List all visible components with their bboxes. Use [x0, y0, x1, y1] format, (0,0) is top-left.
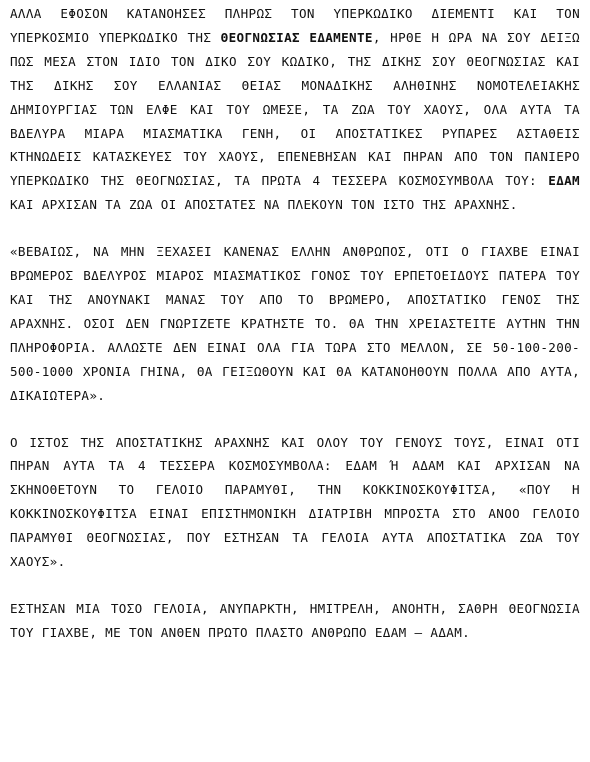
paragraph-1-text-c: ΚΑΙ ΑΡΧΙΣΑΝ ΤΑ ΖΩΑ ΟΙ ΑΠΟΣΤΑΤΕΣ ΝΑ ΠΛΕΚΟΥΝ ΤΟΝ ΙΣΤΟ ΤΗΣ ΑΡΑΧΝΗΣ.	[10, 197, 518, 213]
paragraph-2: «ΒΕΒΑΙΩΣ, ΝΑ ΜΗΝ ΞΕΧΑΣΕΙ ΚΑΝΕΝΑΣ ΕΛΛΗΝ ΑΝΘΡΩΠΟΣ, ΟΤΙ Ο ΓΙΑΧΒΕ ΕΙΝΑΙ ΒΡΩΜΕΡΟΣ ΒΔΕΛΥΡΟΣ ΜΙΑΡΟΣ ΜΙΑΣΜΑΤΙΚΟΣ ΓΟΝΟΣ ΤΟΥ ΕΡΠΕΤΟΕΙΔΟΥΣ ΠΑΤΕΡΑ ΤΟΥ ΚΑΙ ΤΗΣ ΑΝΟΥΝΑΚΙ ΜΑΝΑΣ ΤΟΥ ΑΠΟ ΤΟ ΒΡΩΜΕΡΟ, ΑΠΟΣΤΑΤΙΚΟ ΓΕΝΟΣ ΤΗΣ ΑΡΑΧΝΗΣ. ΟΣΟΙ ΔΕΝ ΓΝΩΡΙΖΕΤΕ ΚΡΑΤΗΣΤΕ ΤΟ. ΘΑ ΤΗΝ ΧΡΕΙΑΣΤΕΙΤΕ ΑΥΤΗΝ ΤΗΝ ΠΛΗΡΟΦΟΡΙΑ. ΑΛΛΩΣΤΕ ΔΕΝ ΕΙΝΑΙ ΟΛΑ ΓΙΑ ΤΩΡΑ ΣΤΟ ΜΕΛΛΟΝ, ΣΕ 50-100-200-500-1000 ΧΡΟΝΙΑ ΓΗΙΝΑ, ΘΑ ΓΕΙΞΩΘΟΥΝ ΚΑΙ ΘΑ ΚΑΤΑΝΟΗΘΟΥΝ ΠΟΛΛΑ ΑΠΟ ΑΥΤΑ, ΔΙΚΑΙΩΤΕΡΑ».	[10, 244, 580, 403]
bold-term-edam: ΕΔΑΜ	[548, 173, 580, 189]
paragraph-4: ΕΣΤΗΣΑΝ ΜΙΑ ΤΟΣΟ ΓΕΛΟΙΑ, ΑΝΥΠΑΡΚΤΗ, ΗΜΙΤΡΕΛΗ, ΑΝΟΗΤΗ, ΣΑΘΡΗ ΘΕΟΓΝΩΣΙΑ ΤΟΥ ΓΙΑΧΒΕ, ΜΕ ΤΟΝ ΑΝΘΕΝ ΠΡΩΤΟ ΠΛΑΣΤΟ ΑΝΘΡΩΠΟ ΕΔΑΜ – ΑΔΑΜ.	[10, 600, 580, 640]
paragraph-1	[10, 2, 580, 217]
paragraph-3: Ο ΙΣΤΟΣ ΤΗΣ ΑΠΟΣΤΑΤΙΚΗΣ ΑΡΑΧΝΗΣ ΚΑΙ ΟΛΟΥ ΤΟΥ ΓΕΝΟΥΣ ΤΟΥΣ, ΕΙΝΑΙ ΟΤΙ ΠΗΡΑΝ ΑΥΤΑ ΤΑ 4 ΤΕΣΣΕΡΑ ΚΟΣΜΟΣΥΜΒΟΛΑ: ΕΔΑΜ Ή ΑΔΑΜ ΚΑΙ ΑΡΧΙΣΑΝ ΝΑ ΣΚΗΝΟΘΕΤΟΥΝ ΤΟ ΓΕΛΟΙΟ ΠΑΡΑΜΥΘΙ, ΤΗΝ ΚΟΚΚΙΝΟΣΚΟΥΦΙΤΣΑ, «ΠΟΥ Η ΚΟΚΚΙΝΟΣΚΟΥΦΙΤΣΑ ΕΙΝΑΙ ΕΠΙΣΤΗΜΟΝΙΚΗ ΔΙΑΤΡΙΒΗ ΜΠΡΟΣΤΑ ΣΤΟ ΑΝΟΟ ΓΕΛΟΙΟ ΠΑΡΑΜΥΘΙ ΘΕΟΓΝΩΣΙΑΣ, ΠΟΥ ΕΣΤΗΣΑΝ ΤΑ ΓΕΛΟΙΑ ΑΥΤΑ ΑΠΟΣΤΑΤΙΚΑ ΖΩΑ ΤΟΥ ΧΑΟΥΣ».	[10, 434, 580, 570]
bold-term-theognosia-edamente: ΘΕΟΓΝΩΣΙΑΣ ΕΔΑΜΕΝΤΕ	[220, 29, 373, 45]
paragraph-1-text-a: ΑΛΛΑ ΕΦΟΣΟΝ ΚΑΤΑΝΟΗΣΕΣ ΠΛΗΡΩΣ ΤΟΝ ΥΠΕΡΚΩΔΙΚΟ ΔΙΕΜΕΝΤΙ ΚΑΙ ΤΟΝ ΥΠΕΡΚΟΣΜΙΟ ΥΠΕΡΚΩΔΙΚΟ ΤΗΣ	[10, 6, 580, 45]
paragraph-1-text-b: , ΗΡΘΕ Η ΩΡΑ ΝΑ ΣΟΥ ΔΕΙΞΩ ΠΩΣ ΜΕΣΑ ΣΤΟΝ ΙΔΙΟ ΤΟΝ ΔΙΚΟ ΣΟΥ ΚΩΔΙΚΟ, ΤΗΣ ΔΙΚΗΣ ΣΟΥ ΘΕΟΓΝΩΣΙΑΣ ΚΑΙ ΤΗΣ ΔΙΚΗΣ ΣΟΥ ΕΛΛΑΝΙΑΣ ΘΕΙΑΣ ΜΟΝΑΔΙΚΗΣ ΑΛΗΘΙΝΗΣ ΝΟΜΟΤΕΛΕΙΑΚΗΣ ΔΗΜΙΟΥΡΓΙΑΣ ΤΩΝ ΕΛΦΕ ΚΑΙ ΤΟΥ ΩΜΕΣΕ, ΤΑ ΖΩΑ ΤΟΥ ΧΑΟΥΣ, ΟΛΑ ΑΥΤΑ ΤΑ ΒΔΕΛΥΡΑ ΜΙΑΡΑ ΜΙΑΣΜΑΤΙΚΑ ΓΕΝΗ, ΟΙ ΑΠΟΣΤΑΤΙΚΕΣ ΡΥΠΑΡΕΣ ΑΣΤΑΘΕΙΣ ΚΤΗΝΩΔΕΙΣ ΚΑΤΑΣΚΕΥΕΣ ΤΟΥ ΧΑΟΥΣ, ΕΠΕΝΕΒΗΣΑΝ ΚΑΙ ΠΗΡΑΝ ΑΠΟ ΤΟΝ ΠΑΝΙΕΡΟ ΥΠΕΡΚΩΔΙΚΟ ΤΗΣ ΘΕΟΓΝΩΣΙΑΣ, ΤΑ ΠΡΩΤΑ 4 ΤΕΣΣΕΡΑ ΚΟΣΜΟΣΥΜΒΟΛΑ ΤΟΥ:	[10, 29, 580, 189]
